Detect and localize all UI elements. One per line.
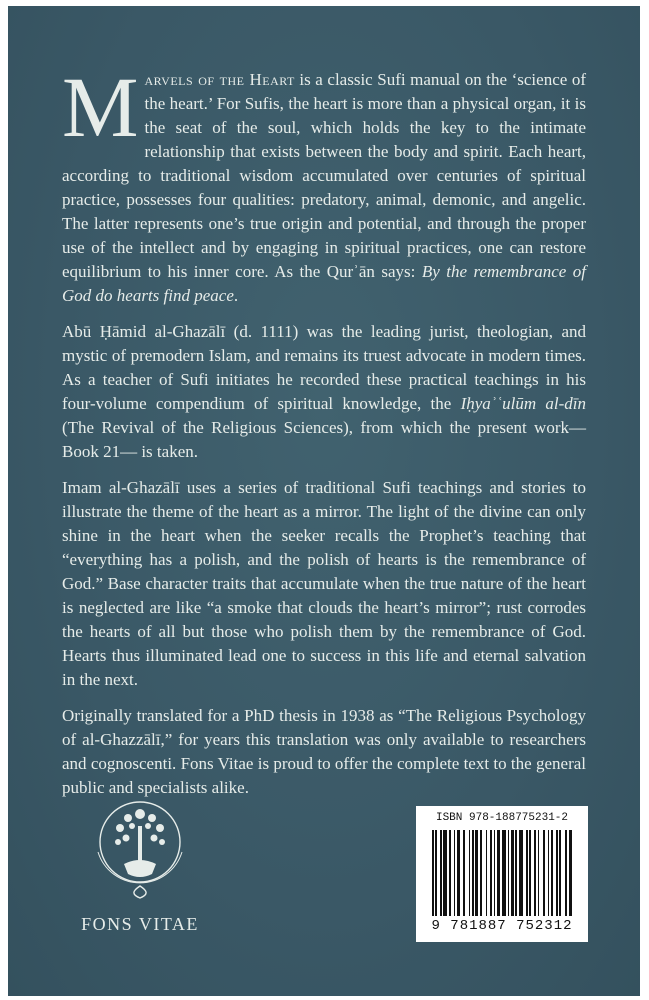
barcode-panel <box>416 806 588 942</box>
barcode-bar <box>519 830 523 916</box>
barcode-digits: 9 781887 752312 <box>431 918 573 934</box>
barcode-bar <box>480 830 482 916</box>
publisher-name: FONS VITAE <box>81 914 199 934</box>
barcode-bar <box>454 830 455 916</box>
paragraph-1-end: . <box>233 286 239 305</box>
barcode-bar <box>494 830 495 916</box>
ihya-title: Iḥyaʾʿulūm al-dīn <box>460 394 586 413</box>
barcode-bar <box>449 830 451 916</box>
barcode-bar <box>440 830 442 916</box>
barcode-bar <box>463 830 465 916</box>
book-title-smallcaps: arvels of the Heart <box>144 70 295 89</box>
barcode-bar <box>526 830 528 916</box>
barcode-bar <box>435 830 437 916</box>
paragraph-2-before: Abū Ḥāmid al-Ghazālī (d. 1111) was the leading jurist, theologian, and mystic of premodern Islam, and remains its truest advocate in modern times. As a teacher of Sufi initiates he recorded these practical teachings in his four-volume compendium of spiritual knowledge, the <box>62 322 586 413</box>
barcode-bar <box>529 830 531 916</box>
paragraph-2-after: (The Revival of the Religious Sciences), from which the present work—Book 21— is taken. <box>62 418 586 461</box>
barcode-bar <box>548 830 549 916</box>
barcode-bar <box>475 830 478 916</box>
barcode-bar <box>432 830 434 916</box>
barcode-bar <box>534 830 536 916</box>
isbn-label: ISBN 978-188775231-2 <box>435 812 569 824</box>
barcode-bar <box>543 830 545 916</box>
barcode-bar <box>538 830 539 916</box>
barcode-bar <box>472 830 474 916</box>
barcode-bar <box>565 830 567 916</box>
barcode-bar <box>511 830 514 916</box>
barcode-bar <box>457 830 460 916</box>
barcode-bars <box>430 830 574 916</box>
barcode-bar <box>490 830 492 916</box>
barcode-bar <box>515 830 517 916</box>
barcode-bar <box>508 830 509 916</box>
barcode-bar <box>569 830 572 916</box>
paragraph-4: Originally translated for a PhD thesis in 1938 as “The Religious Psychology of al-Ghazzālī,” for years this translation was only available to researchers and cognoscenti. Fons Vitae is proud to offer the complete text to the general public and specialists alike. <box>62 706 586 797</box>
barcode-bar <box>469 830 470 916</box>
quran-quote: By the remembrance of God do hearts find peace <box>62 262 586 305</box>
paragraph-1 <box>62 59 586 308</box>
barcode-bar <box>497 830 500 916</box>
barcode-bar <box>502 830 506 916</box>
blurb-text <box>62 59 586 812</box>
paragraph-2 <box>62 320 586 464</box>
paragraph-1-body: is a classic Sufi manual on the ‘science of the heart.’ For Sufis, the heart is more than a physical organ, it is the seat of the soul, which holds the key to the intimate relationship that exists between the body and spirit. Each heart, according to traditional wisdom accumulated over centuries of spiritual practice, possesses four qualities: predatory, animal, demonic, and angelic. The latter represents one’s true origin and potential, and through the proper use of the intellect and by engaging in spiritual practices, one can restore equilibrium to his inner core. As the Qurʾān says: <box>62 70 586 281</box>
barcode-bar <box>443 830 447 916</box>
barcode-bar <box>559 830 561 916</box>
paragraph-3: Imam al-Ghazālī uses a series of traditional Sufi teachings and stories to illustrate the theme of the heart as a mirror. The light of the divine can only shine in the heart when the seeker recalls the Prophet’s teaching that “everything has a polish, and the polish of hearts is the remembrance of God.” Base character traits that accumulate when the true nature of the heart is neglected are like “a smoke that clouds the heart’s mirror”; rust corrodes the hearts of all but those who polish them by the remembrance of God. Hearts thus illuminated lead one to success in this life and eternal salvation in the next. <box>62 478 586 689</box>
barcode-bar <box>556 830 558 916</box>
barcode-bar <box>551 830 553 916</box>
drop-cap: M <box>62 59 139 155</box>
barcode-bar <box>486 830 487 916</box>
fountain-tree-icon <box>80 794 200 904</box>
book-back-cover <box>8 6 640 996</box>
